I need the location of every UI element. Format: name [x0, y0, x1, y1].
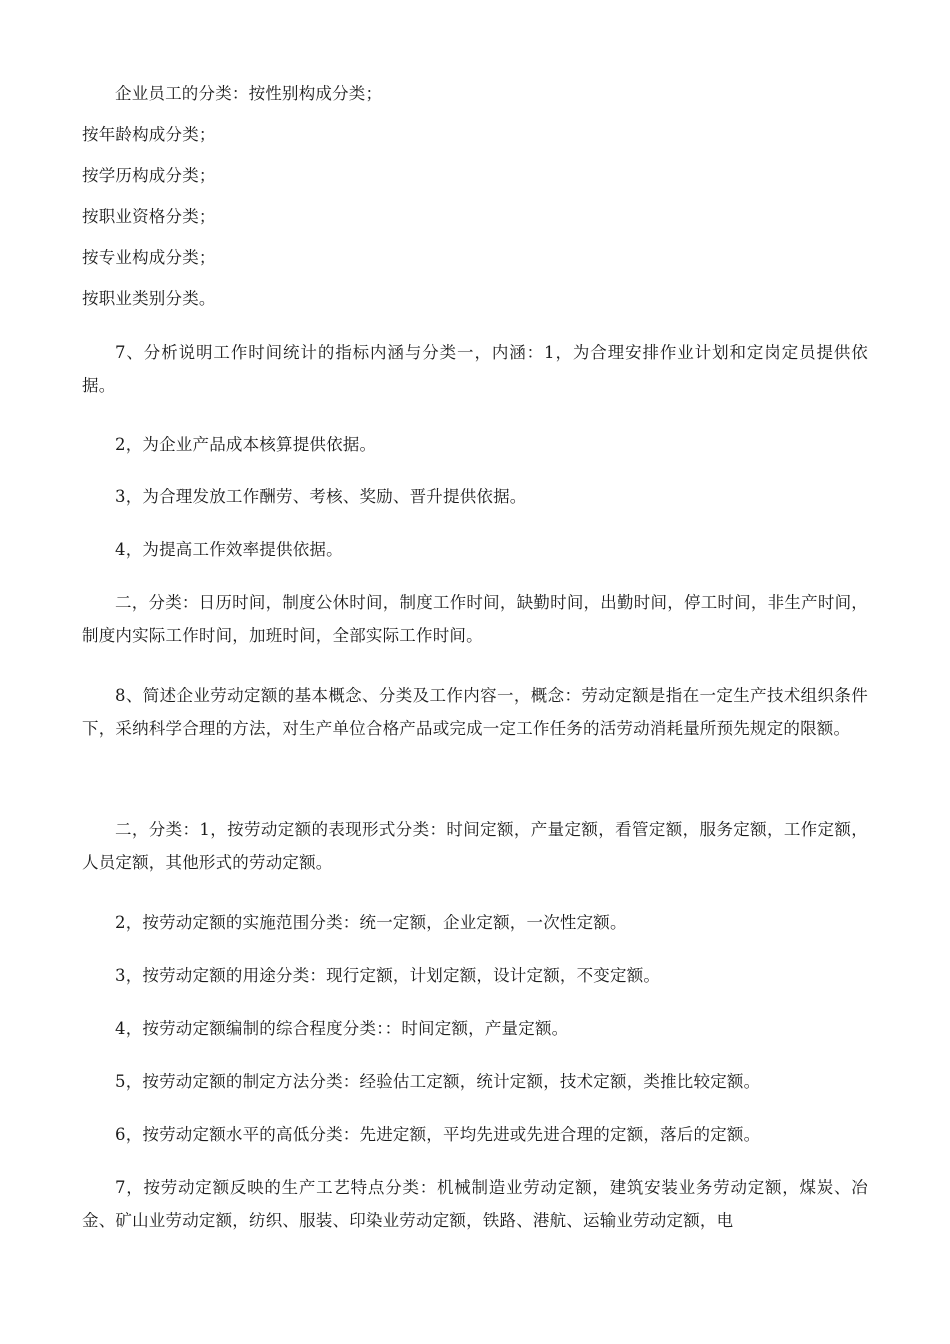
text-line: 按职业资格分类；	[82, 207, 216, 226]
text-line: 按职业类别分类。	[82, 289, 216, 308]
text-line: 企业员工的分类：按性别构成分类；	[115, 84, 383, 103]
text-line: 按专业构成分类；	[82, 248, 216, 267]
text-line: 按学历构成分类；	[82, 166, 216, 185]
paragraph: 4，按劳动定额编制的综合程度分类：：时间定额，产量定额。	[115, 1019, 569, 1038]
paragraph: 3，为合理发放工作酬劳、考核、奖励、晋升提供依据。	[115, 487, 527, 506]
paragraph: 5，按劳动定额的制定方法分类：经验估工定额，统计定额，技术定额，类推比较定额。	[115, 1072, 761, 1091]
paragraph: 7，按劳动定额反映的生产工艺特点分类：机械制造业劳动定额，建筑安装业务劳动定额，煤炭、冶金、矿山业劳动定额，纺织、服装、印染业劳动定额，铁路、港航、运输业劳动定额，电	[82, 1178, 868, 1230]
paragraph: 6，按劳动定额水平的高低分类：先进定额，平均先进或先进合理的定额，落后的定额。	[115, 1125, 761, 1144]
paragraph: 8、简述企业劳动定额的基本概念、分类及工作内容一，概念：劳动定额是指在一定生产技术组织条件下，采纳科学合理的方法，对生产单位合格产品或完成一定工作任务的活劳动消耗量所预先规定的限额。	[82, 686, 868, 738]
paragraph: 二，分类：1，按劳动定额的表现形式分类：时间定额，产量定额，看管定额，服务定额，工作定额，人员定额，其他形式的劳动定额。	[82, 820, 868, 872]
paragraph: 2，按劳动定额的实施范围分类：统一定额，企业定额，一次性定额。	[115, 913, 627, 932]
text-line: 按年龄构成分类；	[82, 125, 216, 144]
paragraph: 3，按劳动定额的用途分类：现行定额，计划定额，设计定额，不变定额。	[115, 966, 661, 985]
paragraph: 二，分类：日历时间，制度公休时间，制度工作时间，缺勤时间，出勤时间，停工时间，非生产时间，制度内实际工作时间，加班时间，全部实际工作时间。	[82, 593, 868, 645]
paragraph: 4，为提高工作效率提供依据。	[115, 540, 343, 559]
paragraph: 2，为企业产品成本核算提供依据。	[115, 435, 377, 454]
paragraph: 7、分析说明工作时间统计的指标内涵与分类一，内涵：1，为合理安排作业计划和定岗定员提供依据。	[82, 343, 868, 395]
